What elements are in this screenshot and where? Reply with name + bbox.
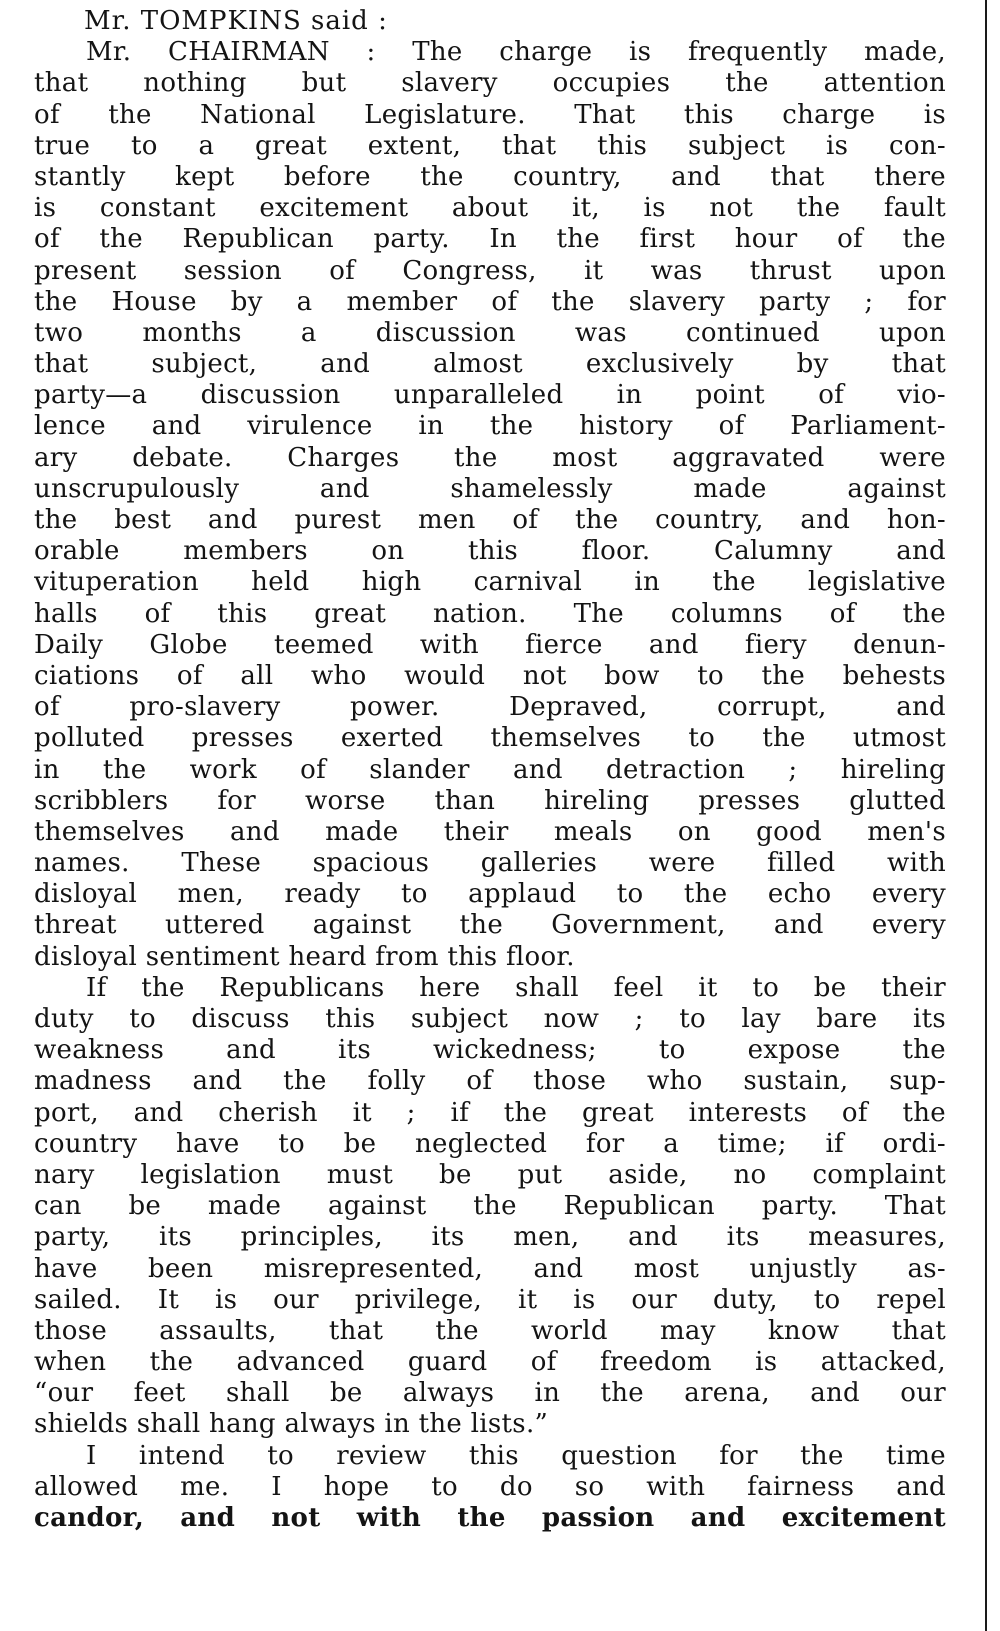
text-line: halls of this great nation. The columns of the — [34, 598, 946, 629]
text-line: scribblers for worse than hireling presses glutted — [34, 785, 946, 816]
text-line: true to a great extent, that this subject is con- — [34, 130, 946, 161]
text-line: when the advanced guard of freedom is attacked, — [34, 1347, 946, 1378]
text-line: that subject, and almost exclusively by that — [34, 349, 946, 380]
text-line: is constant excitement about it, is not the fault — [34, 193, 946, 224]
text-line: allowed me. I hope to do so with fairness and — [34, 1471, 946, 1502]
text-line: country have to be neglected for a time; if ordi- — [34, 1128, 946, 1159]
text-line: ary debate. Charges the most aggravated were — [34, 442, 946, 473]
text-line: shields shall hang always in the lists.” — [34, 1409, 549, 1440]
text-line: names. These spacious galleries were filled with — [34, 848, 946, 879]
text-line: unscrupulously and shamelessly made against — [34, 473, 946, 504]
text-line: in the work of slander and detraction ; hireling — [34, 754, 946, 785]
text-line: If the Republicans here shall feel it to be their — [86, 972, 946, 1003]
text-line: Daily Globe teemed with fierce and fiery denun- — [34, 629, 946, 660]
text-line: party—a discussion unparalleled in point of vio- — [34, 380, 946, 411]
text-line: present session of Congress, it was thrust upon — [34, 255, 946, 286]
text-line: themselves and made their meals on good men's — [34, 816, 946, 847]
text-line: the best and purest men of the country, and hon- — [34, 505, 946, 535]
text-line: have been misrepresented, and most unjustly as- — [34, 1253, 946, 1284]
text-line: of the Republican party. In the first hour of the — [34, 224, 946, 255]
text-line: madness and the folly of those who sustain, sup- — [34, 1066, 946, 1097]
text-line: I intend to review this question for the time — [86, 1440, 946, 1471]
text-line: nary legislation must be put aside, no complaint — [34, 1159, 946, 1190]
text-line: polluted presses exerted themselves to the utmost — [34, 723, 946, 754]
text-line: those assaults, that the world may know that — [34, 1315, 946, 1346]
text-line: candor, and not with the passion and excitement — [34, 1503, 946, 1533]
text-line: that nothing but slavery occupies the attention — [34, 68, 946, 99]
text-line: party, its principles, its men, and its measures, — [34, 1222, 946, 1253]
text-line: ciations of all who would not bow to the behests — [34, 660, 946, 691]
text-line: “our feet shall be always in the arena, and our — [34, 1378, 946, 1409]
text-line: port, and cherish it ; if the great interests of the — [34, 1097, 946, 1128]
text-line: weakness and its wickedness; to expose the — [34, 1035, 946, 1066]
text-line: vituperation held high carnival in the legislative — [34, 567, 946, 598]
column-rule — [985, 0, 987, 1631]
text-line: duty to discuss this subject now ; to lay bare its — [34, 1004, 946, 1034]
text-line: can be made against the Republican party. That — [34, 1191, 946, 1222]
text-line: the House by a member of the slavery party ; for — [34, 286, 946, 317]
text-line: disloyal men, ready to applaud to the echo every — [34, 879, 946, 910]
text-line: orable members on this floor. Calumny and — [34, 536, 946, 567]
text-line: lence and virulence in the history of Parliament- — [34, 411, 946, 442]
speaker-heading: Mr. TOMPKINS said : — [84, 6, 388, 36]
article-column — [34, 6, 946, 1534]
text-line: threat uttered against the Government, and every — [34, 910, 946, 941]
text-line: two months a discussion was continued upon — [34, 317, 946, 348]
text-line: Mr. CHAIRMAN : The charge is frequently made, — [86, 37, 946, 68]
text-line: of the National Legislature. That this charge is — [34, 99, 946, 130]
text-line: of pro-slavery power. Depraved, corrupt, and — [34, 692, 946, 723]
text-line: disloyal sentiment heard from this floor. — [34, 941, 575, 972]
text-line: stantly kept before the country, and that there — [34, 161, 946, 192]
text-line: sailed. It is our privilege, it is our duty, to repel — [34, 1284, 946, 1315]
